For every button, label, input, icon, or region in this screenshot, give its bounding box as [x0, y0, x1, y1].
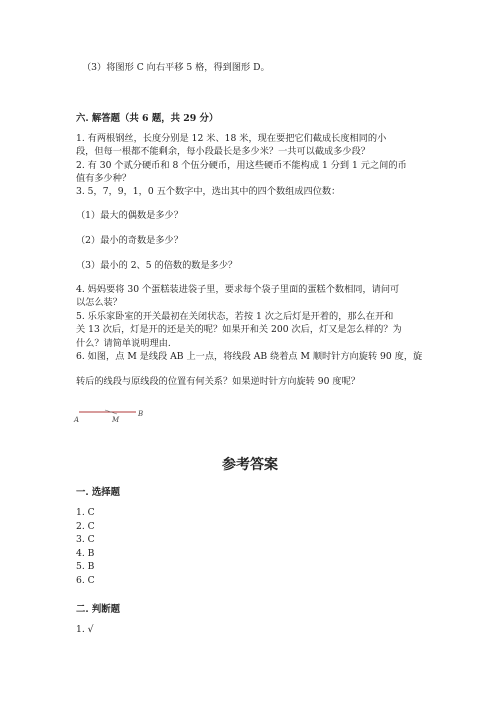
answer-section-choice: 一. 选择题	[76, 487, 121, 498]
question-5-line-3: 什么？请简单说明理由.	[76, 338, 171, 349]
question-6-line-1: 6. 如图，点 M 是线段 AB 上一点，将线段 AB 绕着点 M 顺时针方向旋转 90 度，旋	[76, 351, 423, 362]
question-6-line-2: 转后的线段与原线段的位置有何关系？如果逆时针方向旋转 90 度呢？	[76, 376, 360, 387]
question-3-sub-2: （2）最小的奇数是多少？	[76, 235, 183, 246]
answer-section-judge: 二. 判断题	[76, 604, 121, 615]
point-a-label: A	[74, 416, 80, 424]
answer-item: 2. C	[76, 521, 95, 532]
segment-figure	[72, 405, 152, 427]
problem-text: （3）将图形 C 向右平移 5 格，得到图形 D。	[82, 62, 270, 73]
judge-answer: 1. √	[76, 624, 94, 635]
answer-item: 5. B	[76, 561, 95, 572]
question-5-line-1: 5. 乐乐家卧室的开关最初在关闭状态，若按 1 次之后灯是开着的，那么在开和	[76, 311, 394, 322]
question-3-sub-1: （1）最大的偶数是多少？	[76, 210, 183, 221]
point-b-label: B	[138, 410, 144, 418]
question-1-line-1: 1. 有两根钢丝，长度分别是 12 米、18 米，现在要把它们截成长度相同的小	[76, 133, 387, 144]
answer-item: 6. C	[76, 575, 95, 586]
answer-item: 1. C	[76, 507, 95, 518]
question-2-line-2: 值有多少种？	[76, 173, 132, 184]
question-1-line-2: 段，但每一根都不能剩余，每小段最长是多少米？一共可以截成多少段？	[76, 146, 370, 157]
section-heading: 六. 解答题（共 6 题，共 29 分）	[76, 113, 219, 124]
answer-title: 参考答案	[222, 457, 278, 473]
point-m-label: M	[112, 416, 120, 424]
question-4-line-1: 4. 妈妈要将 30 个蛋糕装进袋子里，要求每个袋子里面的蛋糕个数相同，请问可	[76, 284, 400, 295]
question-3-sub-3: （3）最小的 2、5 的倍数的数是多少？	[76, 260, 238, 271]
answer-item: 3. C	[76, 534, 95, 545]
question-3: 3. 5，7，9，1，0 五个数字中，选出其中的四个数组成四位数：	[76, 186, 341, 197]
question-4-line-2: 以怎么装？	[76, 297, 122, 308]
question-2-line-1: 2. 有 30 个贰分硬币和 8 个伍分硬币，用这些硬币不能构成 1 分到 1 元之间的币	[76, 160, 407, 171]
answer-item: 4. B	[76, 548, 95, 559]
question-5-line-2: 关 13 次后，灯是开的还是关的呢？如果开和关 200 次后，灯又是怎么样的？为	[76, 324, 402, 335]
